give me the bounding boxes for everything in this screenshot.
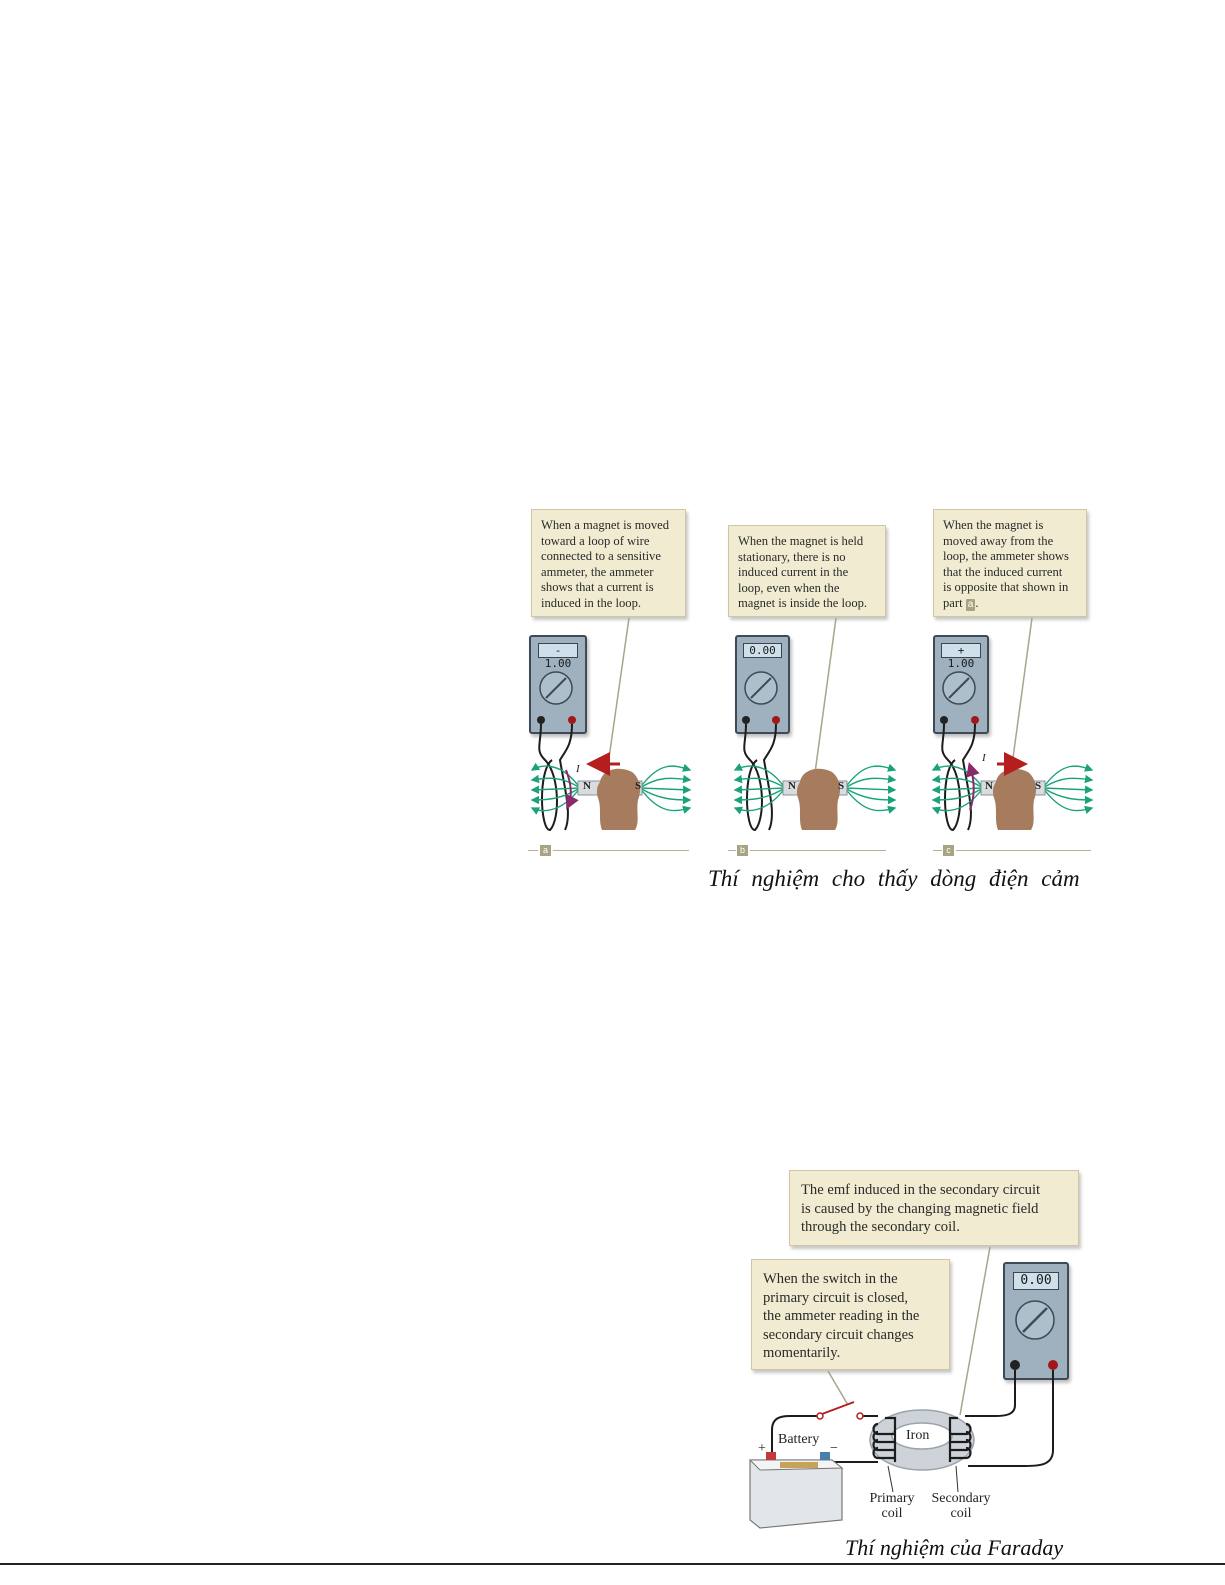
callout-line: moved away from the: [943, 533, 1054, 548]
callout-line: When the magnet is held: [738, 534, 864, 548]
magnet-south-label-c: S: [1035, 780, 1042, 792]
hand-a: [597, 769, 640, 830]
callout-line: induced in the loop.: [541, 595, 642, 610]
part-reference-badge: a: [967, 598, 974, 610]
magnet-south-label-a: S: [635, 780, 642, 792]
panel-badge-a: a: [540, 845, 551, 856]
ammeter-display: + 1.00: [941, 643, 981, 658]
pointer-line-c: [1010, 618, 1032, 780]
hand-c: [993, 769, 1036, 830]
pointer-line-a: [608, 618, 629, 765]
ammeter-display: 0.00: [743, 643, 782, 658]
wire-loop-c: [942, 724, 975, 830]
panel-divider-b: [728, 850, 736, 851]
callout-line: through the secondary coil.: [801, 1219, 960, 1236]
callout-line: ammeter, the ammeter: [541, 564, 654, 579]
pointer-line-secondary: [960, 1247, 990, 1415]
callout-line: toward a loop of wire: [541, 533, 650, 548]
page-bottom-rule: [0, 1563, 1225, 1565]
callout-line: the ammeter reading in the: [763, 1308, 920, 1325]
panel-divider-c: [933, 850, 942, 851]
secondary-coil-label: Secondary coil: [931, 1491, 991, 1521]
callout-line: stationary, there is no: [738, 549, 846, 564]
panel-divider-b: [750, 850, 886, 851]
magnet-south-label-b: S: [838, 780, 845, 792]
faraday-drawing: [0, 1150, 1225, 1550]
panel-badge-c: c: [943, 845, 954, 856]
callout-line: shows that a current is: [541, 580, 654, 595]
ammeter-display: 0.00: [1013, 1272, 1059, 1290]
hand-b: [797, 769, 840, 830]
callout-line: When the magnet is: [943, 518, 1044, 532]
figure-caption: Thí nghiệm cho thấy dòng điện cảm: [708, 866, 1080, 891]
callout-line: momentarily.: [763, 1345, 841, 1362]
callout-line: secondary circuit changes: [763, 1326, 914, 1343]
wire-loop-a: [539, 724, 572, 830]
wire-loop-b: [744, 724, 776, 830]
dial-c: [940, 672, 979, 724]
figure-caption: Thí nghiệm của Faraday: [845, 1535, 1064, 1560]
pointer-line-switch: [828, 1371, 848, 1405]
dial-secondary: [1010, 1301, 1058, 1370]
callout-line: magnet is inside the loop.: [738, 596, 868, 611]
callout-line: When the switch in the: [763, 1271, 898, 1287]
iron-label: Iron: [906, 1428, 930, 1443]
battery-plus-label: +: [758, 1441, 766, 1456]
battery-label: Battery: [778, 1432, 820, 1447]
ammeter-display: - 1.00: [538, 643, 578, 658]
callout-line: connected to a sensitive: [541, 549, 661, 564]
magnet-north-label-b: N: [788, 780, 796, 792]
callout-text: .: [975, 595, 979, 610]
callout-line: When a magnet is moved: [541, 518, 669, 532]
callout-line: induced current in the: [738, 565, 849, 580]
current-label-c: I: [982, 752, 986, 764]
callout-line: primary circuit is closed,: [763, 1289, 909, 1306]
panel-divider-a: [528, 850, 538, 851]
magnet-north-label-a: N: [583, 780, 591, 792]
dial-b: [742, 672, 780, 724]
callout-line: that the induced current: [943, 564, 1063, 579]
panel-badge-b: b: [737, 845, 748, 856]
callout-line: loop, even when the: [738, 580, 840, 595]
battery: [750, 1452, 842, 1528]
current-label-a: I: [576, 763, 580, 775]
pointer-line-b: [812, 618, 836, 795]
callout-line: The emf induced in the secondary circuit: [801, 1182, 1041, 1198]
primary-coil-label: Primary coil: [869, 1491, 915, 1521]
magnet-north-label-c: N: [985, 780, 993, 792]
battery-minus-label: −: [830, 1441, 838, 1456]
callout-line: loop, the ammeter shows: [943, 549, 1069, 564]
dial-a: [537, 672, 576, 724]
callout-text: part: [943, 595, 963, 610]
primary-switch: [817, 1402, 863, 1419]
panel-divider-a: [553, 850, 689, 851]
callout-line: is opposite that shown in: [943, 580, 1069, 595]
panel-divider-c: [956, 850, 1091, 851]
callout-line: is caused by the changing magnetic field: [801, 1200, 1039, 1217]
